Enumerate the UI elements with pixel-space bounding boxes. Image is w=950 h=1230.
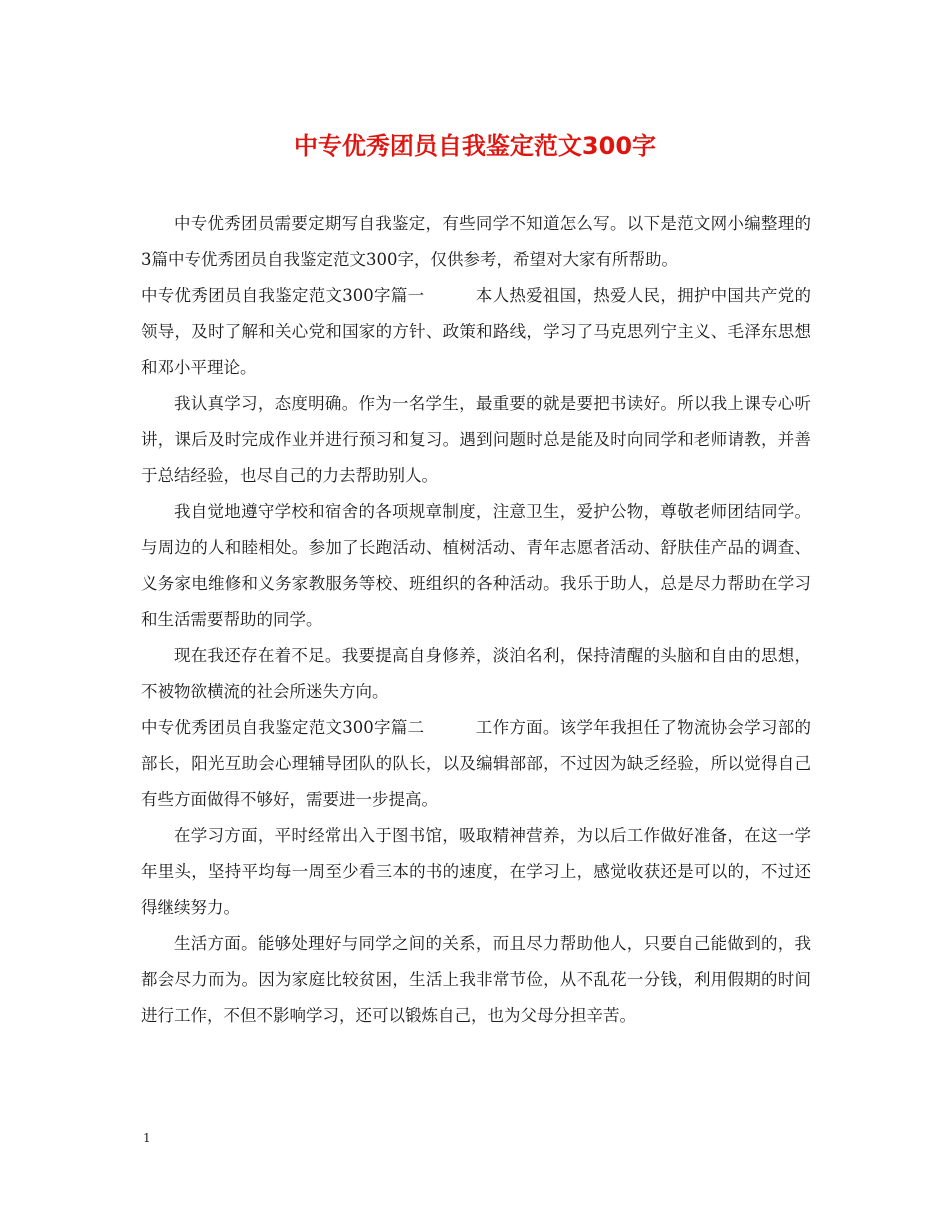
section-one-heading: 中专优秀团员自我鉴定范文300字篇一	[141, 286, 425, 305]
section-two-text: 工作方面。该学年我担任了物流协会学习部的部长，阳光互助会心理辅导团队的队长，以及编辑部部，不过因为缺乏经验，所以觉得自己有些方面做得不够好，需要进一步提高。	[141, 718, 812, 809]
section-two-heading: 中专优秀团员自我鉴定范文300字篇二	[141, 718, 425, 737]
section-one-text: 本人热爱祖国，热爱人民，拥护中国共产党的领导，及时了解和关心党和国家的方针、政策和路线，学习了马克思列宁主义、毛泽东思想和邓小平理论。	[141, 286, 812, 377]
document-title: 中专优秀团员自我鉴定范文300字	[293, 132, 657, 160]
page-number: 1	[143, 1131, 151, 1145]
section-two-paragraph	[141, 710, 811, 818]
intro-paragraph: 中专优秀团员需要定期写自我鉴定，有些同学不知道怎么写。以下是范文网小编整理的3篇中专优秀团员自我鉴定范文300字，仅供参考，希望对大家有所帮助。	[141, 214, 811, 269]
rules-paragraph: 我自觉地遵守学校和宿舍的各项规章制度，注意卫生，爱护公物，尊敬老师团结同学。与周边的人和睦相处。参加了长跑活动、植树活动、青年志愿者活动、舒肤佳产品的调查、义务家电维修和义务家教服务等校、班组织的各种活动。我乐于助人，总是尽力帮助在学习和生活需要帮助的同学。	[141, 502, 811, 629]
life-paragraph: 生活方面。能够处理好与同学之间的关系，而且尽力帮助他人，只要自己能做到的，我都会尽力而为。因为家庭比较贫困，生活上我非常节俭，从不乱花一分钱，利用假期的时间进行工作，不但不影响学习，还可以锻炼自己，也为父母分担辛苦。	[141, 934, 811, 1025]
shortcomings-paragraph: 现在我还存在着不足。我要提高自身修养，淡泊名利，保持清醒的头脑和自由的思想，不被物欲横流的社会所迷失方向。	[141, 646, 811, 701]
document-body	[141, 206, 811, 1034]
learning-paragraph: 在学习方面，平时经常出入于图书馆，吸取精神营养，为以后工作做好准备，在这一学年里头，坚持平均每一周至少看三本的书的速度，在学习上，感觉收获还是可以的，不过还得继续努力。	[141, 826, 811, 917]
study-paragraph: 我认真学习，态度明确。作为一名学生，最重要的就是要把书读好。所以我上课专心听讲，课后及时完成作业并进行预习和复习。遇到问题时总是能及时向同学和老师请教，并善于总结经验，也尽自己的力去帮助别人。	[141, 394, 811, 485]
section-one-paragraph	[141, 278, 811, 386]
